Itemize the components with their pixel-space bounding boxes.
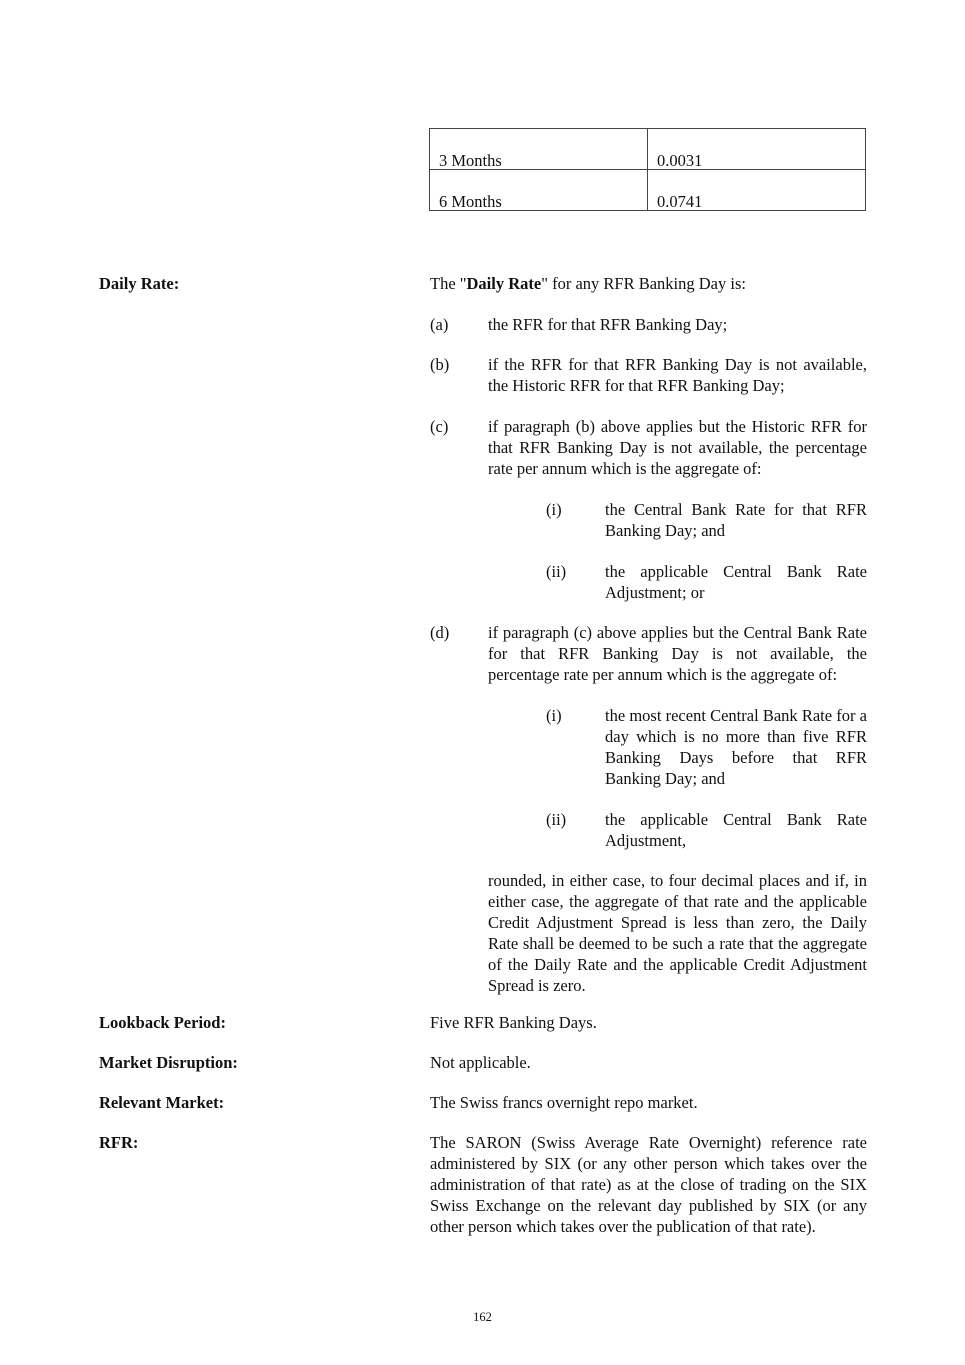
lookback-period-label: Lookback Period: [99,1013,226,1032]
value-text: 0.0741 [657,192,703,211]
tenor-text: 6 Months [439,192,502,211]
value-cell [648,129,866,170]
tenor-rate-table [429,128,866,211]
tenor-cell [430,129,648,170]
item-c-ii-text: the applicable Central Bank Rate Adjustment; or [605,562,867,602]
item-a-text: the RFR for that RFR Banking Day; [488,315,728,334]
rfr-value: The SARON (Swiss Average Rate Overnight) reference rate administered by SIX (or any other person which takes over the administration of that rate) as at the close of trading on the SIX Swiss Exchange on the relevant day published by SIX (or any other person which takes over the publication of that rate). [430,1133,867,1236]
daily-rate-label: Daily Rate: [99,274,180,293]
item-b-text: if the RFR for that RFR Banking Day is not available, the Historic RFR for that RFR Banking Day; [488,355,867,395]
page-number: 162 [473,1310,492,1324]
item-c-i-marker: (i) [546,500,562,519]
item-d-marker: (d) [430,623,450,642]
tenor-cell [430,170,648,211]
relevant-market-value: The Swiss francs overnight repo market. [430,1093,698,1112]
value-text: 0.0031 [657,151,703,170]
item-d-i-text: the most recent Central Bank Rate for a day which is no more than five RFR Banking Days before that RFR Banking Day; and [605,706,867,788]
item-a-marker: (a) [430,315,449,334]
item-d-ii-marker: (ii) [546,810,567,829]
market-disruption-label: Market Disruption: [99,1053,238,1072]
item-c-marker: (c) [430,417,449,436]
market-disruption-value: Not applicable. [430,1053,531,1072]
daily-rate-closing-text: rounded, in either case, to four decimal places and if, in either case, the aggregate of that rate and the applicable Credit Adjustment Spread is less than zero, the Daily Rate shall be deemed to be such a rate that the aggregate of the Daily Rate and the applicable Credit Adjustment Spread is zero. [488,871,867,995]
item-b-marker: (b) [430,355,450,374]
intro-pre: The " [430,274,467,293]
tenor-text: 3 Months [439,151,502,170]
item-d-i-marker: (i) [546,706,562,725]
item-c-text: if paragraph (b) above applies but the Historic RFR for that RFR Banking Day is not available, the percentage rate per annum which is the aggregate of: [488,417,867,478]
value-cell [648,170,866,211]
lookback-period-value: Five RFR Banking Days. [430,1013,597,1032]
table-row [430,129,866,170]
intro-bold-term: Daily Rate [466,274,542,293]
rfr-label: RFR: [99,1133,139,1152]
item-c-i-text: the Central Bank Rate for that RFR Banking Day; and [605,500,867,540]
relevant-market-label: Relevant Market: [99,1093,225,1112]
daily-rate-intro [430,273,867,294]
item-d-ii-text: the applicable Central Bank Rate Adjustment, [605,810,867,850]
table-row [430,170,866,211]
intro-post: " for any RFR Banking Day is: [541,274,746,293]
item-d-text: if paragraph (c) above applies but the Central Bank Rate for that RFR Banking Day is not available, the percentage rate per annum which is the aggregate of: [488,623,867,684]
item-c-ii-marker: (ii) [546,562,567,581]
